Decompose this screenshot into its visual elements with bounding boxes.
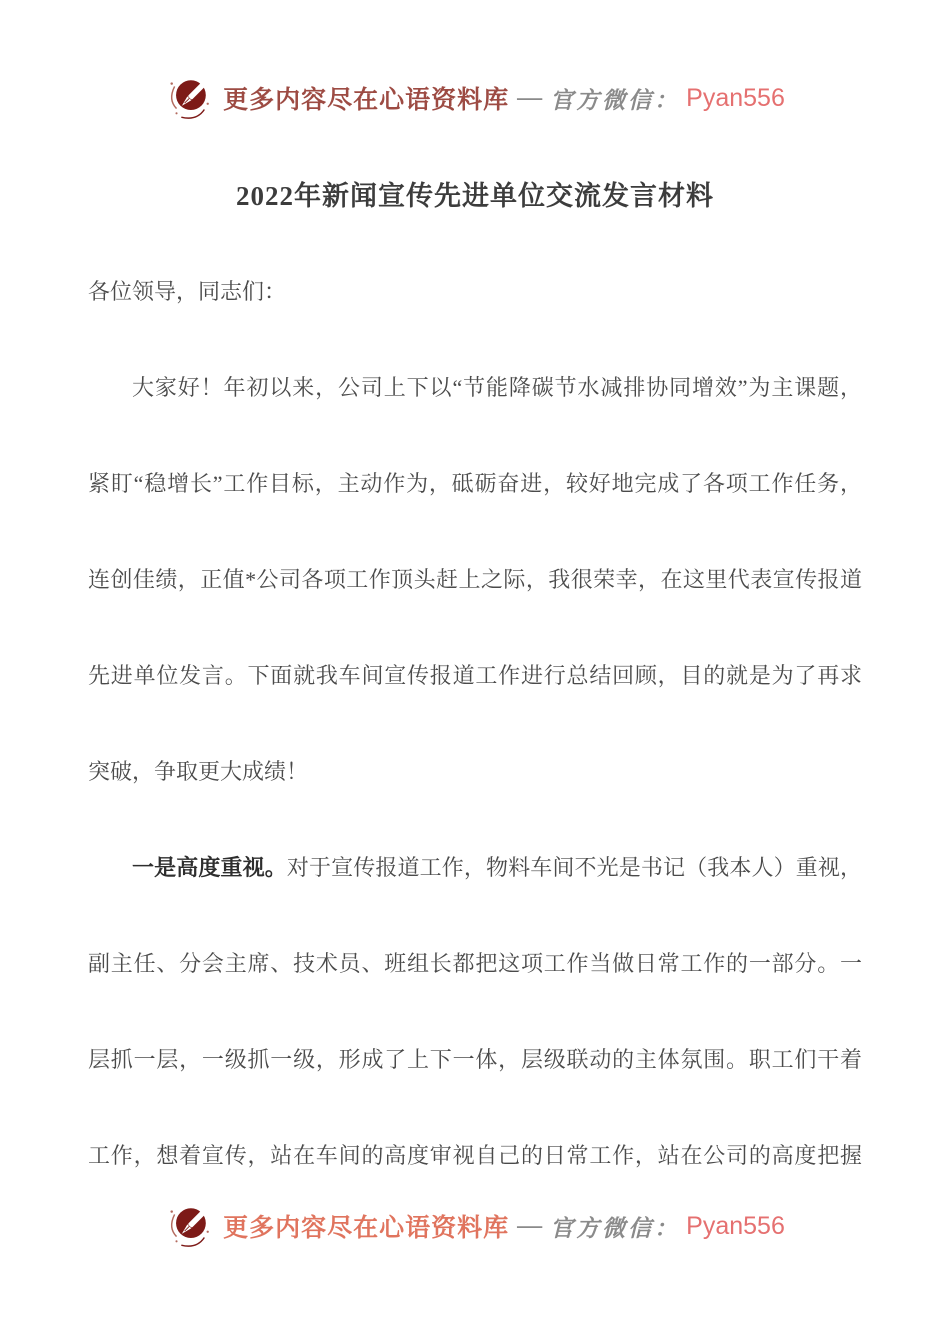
text-line bbox=[88, 244, 862, 340]
banner-brand-text: 更多内容尽在心语资料库 bbox=[223, 87, 510, 114]
document-title: 2022年新闻宣传先进单位交流发言材料 bbox=[236, 181, 714, 211]
document-body bbox=[88, 244, 862, 1204]
header-banner bbox=[0, 0, 950, 122]
body-text: 大家好！年初以来，公司上下以“节能降碳节水减排协同增效”为主课题， bbox=[132, 375, 862, 400]
text-line bbox=[88, 532, 862, 628]
body-text: 连创佳绩，正值*公司各项工作顶头赶上之际，我很荣幸，在这里代表宣传报道 bbox=[88, 567, 862, 592]
text-line bbox=[88, 340, 862, 436]
banner-dash: — bbox=[517, 1212, 543, 1239]
text-line bbox=[88, 1108, 862, 1204]
pen-nib-logo-icon bbox=[165, 1202, 213, 1250]
banner-wechat-id: Pyan556 bbox=[686, 83, 785, 112]
body-text: 紧盯“稳增长”工作目标，主动作为，砥砺奋进，较好地完成了各项工作任务， bbox=[88, 471, 862, 496]
body-text: 对于宣传报道工作，物料车间不光是书记（我本人）重视， bbox=[286, 855, 862, 880]
footer-banner bbox=[0, 1202, 950, 1250]
body-text: 各位领导，同志们： bbox=[88, 279, 287, 304]
body-text: 突破，争取更大成绩！ bbox=[88, 759, 309, 784]
text-line bbox=[88, 436, 862, 532]
banner-dash: — bbox=[517, 84, 543, 111]
body-text: 层抓一层，一级抓一级，形成了上下一体，层级联动的主体氛围。职工们干着 bbox=[88, 1047, 862, 1072]
bold-lead-text: 一是高度重视。 bbox=[132, 855, 287, 880]
text-line bbox=[88, 724, 862, 820]
body-text: 工作，想着宣传，站在车间的高度审视自己的日常工作，站在公司的高度把握 bbox=[88, 1143, 862, 1168]
pen-nib-logo-icon bbox=[165, 74, 213, 122]
text-line bbox=[88, 628, 862, 724]
body-text: 先进单位发言。下面就我车间宣传报道工作进行总结回顾，目的就是为了再求 bbox=[88, 663, 862, 688]
banner-wechat-label: 官方微信： bbox=[550, 87, 681, 113]
banner-wechat-id: Pyan556 bbox=[686, 1211, 785, 1240]
text-line bbox=[88, 1012, 862, 1108]
banner-wechat-label: 官方微信： bbox=[550, 1215, 681, 1241]
text-line bbox=[88, 916, 862, 1012]
body-text: 副主任、分会主席、技术员、班组长都把这项工作当做日常工作的一部分。一 bbox=[88, 951, 862, 976]
banner-brand-text: 更多内容尽在心语资料库 bbox=[223, 1215, 510, 1242]
text-line bbox=[88, 820, 862, 916]
